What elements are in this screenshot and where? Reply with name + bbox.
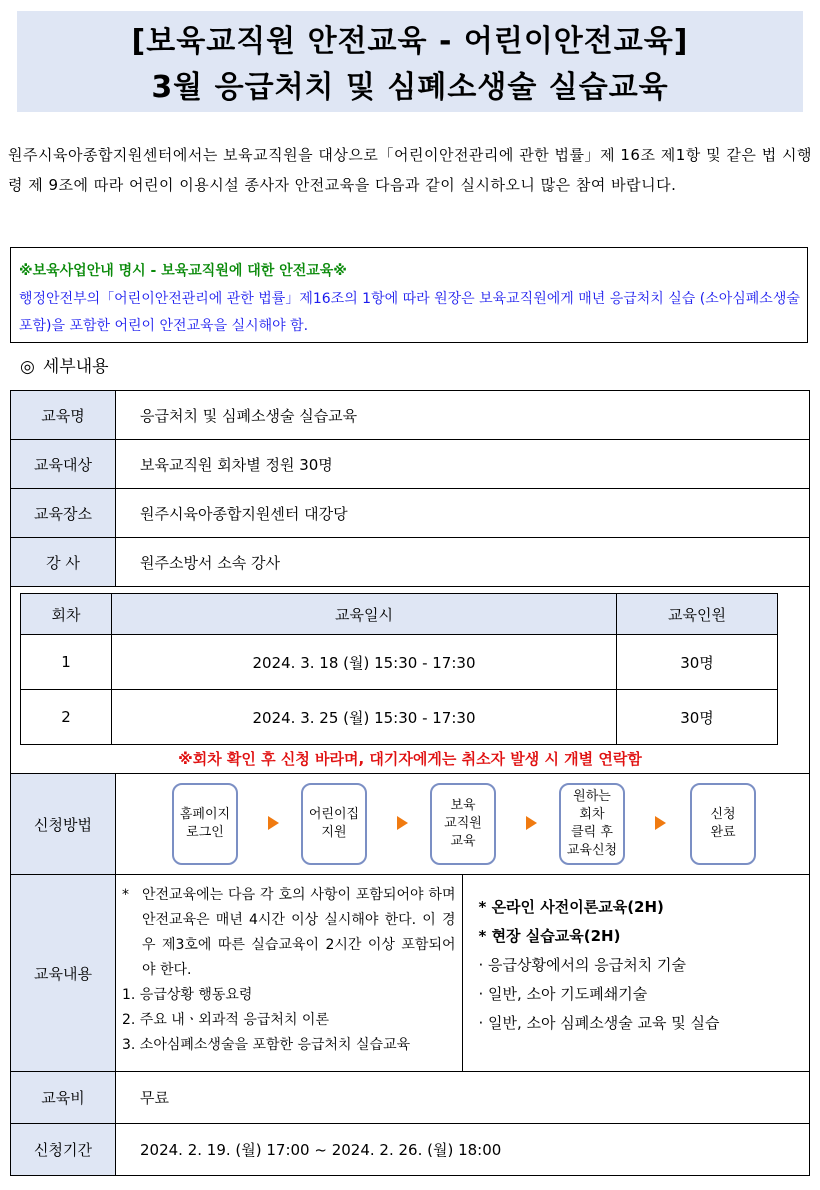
list-item: · 응급상황에서의 응급처치 기술 <box>478 956 686 974</box>
table-row <box>11 391 810 440</box>
arrow-right-icon <box>397 816 408 830</box>
session-datetime: 2024. 3. 18 (월) 15:30 - 17:30 <box>112 635 617 690</box>
flow-step: 보육 교직원 교육 <box>430 783 496 865</box>
notice-heading: ※보육사업안내 명시 - 보육교직원에 대한 안전교육※ <box>19 263 347 279</box>
title-line1: [보육교직원 안전교육 - 어린이안전교육] <box>131 24 689 59</box>
list-item: · 일반, 소아 심폐소생술 교육 및 실습 <box>478 1014 720 1032</box>
content-right <box>462 875 809 1071</box>
asterisk-mark: * <box>122 887 129 903</box>
row-value: 무료 <box>116 1072 810 1124</box>
table-row <box>21 635 778 690</box>
row-label: 교육내용 <box>11 875 116 1072</box>
row-label: 교육명 <box>11 391 116 440</box>
list-item: 3. 소아심폐소생술을 포함한 응급처치 실습교육 <box>122 1037 411 1053</box>
sessions-header: 교육일시 <box>112 594 617 635</box>
flow-step: 홈페이지 로그인 <box>172 783 238 865</box>
table-row <box>11 538 810 587</box>
session-datetime: 2024. 3. 25 (월) 15:30 - 17:30 <box>112 690 617 745</box>
sessions-cell <box>11 587 810 774</box>
table-row <box>11 774 810 875</box>
flow-step: 신청 완료 <box>690 783 756 865</box>
content-inner-table <box>116 875 809 1071</box>
sessions-note: ※회차 확인 후 신청 바라며, 대기자에게는 취소자 발생 시 개별 연락함 <box>178 750 642 768</box>
intro-paragraph: 원주시육아종합지원센터에서는 보육교직원을 대상으로「어린이안전관리에 관한 법률」제 16조 제1항 및 같은 법 시행령 제 9조에 따라 어린이 이용시설 종사자 안전교육을 다음과 같이 실시하오니 많은 참여 바랍니다. <box>8 146 812 194</box>
session-number: 2 <box>21 690 112 745</box>
row-value: 응급처치 및 심폐소생술 실습교육 <box>116 391 810 440</box>
course-part: * 현장 실습교육(2H) <box>478 927 621 945</box>
table-row <box>11 1124 810 1176</box>
details-heading-text: 세부내용 <box>42 357 109 377</box>
title-line2: 3월 응급처치 및 심폐소생술 실습교육 <box>151 70 669 105</box>
content-cell <box>116 875 810 1072</box>
row-label: 강 사 <box>11 538 116 587</box>
requirement-text: 안전교육에는 다음 각 호의 사항이 포함되어야 하며 안전교육은 매년 4시간 이상 실시해야 한다. 이 경우 제3호에 따른 실습교육이 2시간 이상 포함되어야 한다. <box>142 887 456 978</box>
table-row <box>11 1072 810 1124</box>
row-label: 신청방법 <box>11 774 116 875</box>
sessions-table <box>20 593 778 745</box>
flow-step: 원하는 회차 클릭 후 교육신청 <box>559 783 625 865</box>
arrow-right-icon <box>526 816 537 830</box>
apply-flow <box>116 774 809 874</box>
row-value: 보육교직원 회차별 정원 30명 <box>116 440 810 489</box>
sessions-header: 교육인원 <box>617 594 778 635</box>
content-requirement <box>122 883 456 983</box>
flow-step: 어린이집 지원 <box>301 783 367 865</box>
list-item: 1. 응급상황 행동요령 <box>122 987 253 1003</box>
notice-body: 행정안전부의「어린이안전관리에 관한 법률」제16조의 1항에 따라 원장은 보육교직원에게 매년 응급처치 실습 (소아심폐소생술 포함)을 포함한 어린이 안전교육을 실시해야 함. <box>19 291 800 334</box>
details-heading <box>20 352 109 377</box>
sessions-header: 회차 <box>21 594 112 635</box>
table-row <box>11 440 810 489</box>
row-value: 원주시육아종합지원센터 대강당 <box>116 489 810 538</box>
row-label: 교육비 <box>11 1072 116 1124</box>
notice-box <box>10 247 808 343</box>
apply-flow-cell <box>116 774 810 875</box>
table-row <box>11 587 810 774</box>
row-value: 원주소방서 소속 강사 <box>116 538 810 587</box>
row-label: 신청기간 <box>11 1124 116 1176</box>
list-item: · 일반, 소아 기도폐쇄기술 <box>478 985 648 1003</box>
session-number: 1 <box>21 635 112 690</box>
row-label: 교육대상 <box>11 440 116 489</box>
table-row <box>11 489 810 538</box>
bullet-circle-icon: ◎ <box>20 357 35 377</box>
row-label: 교육장소 <box>11 489 116 538</box>
arrow-right-icon <box>655 816 666 830</box>
course-part: * 온라인 사전이론교육(2H) <box>478 898 664 916</box>
row-value: 2024. 2. 19. (월) 17:00 ~ 2024. 2. 26. (월) 18:00 <box>116 1124 810 1176</box>
details-table <box>10 390 810 1176</box>
session-capacity: 30명 <box>617 635 778 690</box>
table-row <box>21 690 778 745</box>
list-item: 2. 주요 내ㆍ외과적 응급처치 이론 <box>122 1012 329 1028</box>
content-left <box>116 875 462 1071</box>
table-row <box>11 875 810 1072</box>
arrow-right-icon <box>268 816 279 830</box>
title-banner <box>17 11 803 112</box>
session-capacity: 30명 <box>617 690 778 745</box>
sessions-header-row <box>21 594 778 635</box>
